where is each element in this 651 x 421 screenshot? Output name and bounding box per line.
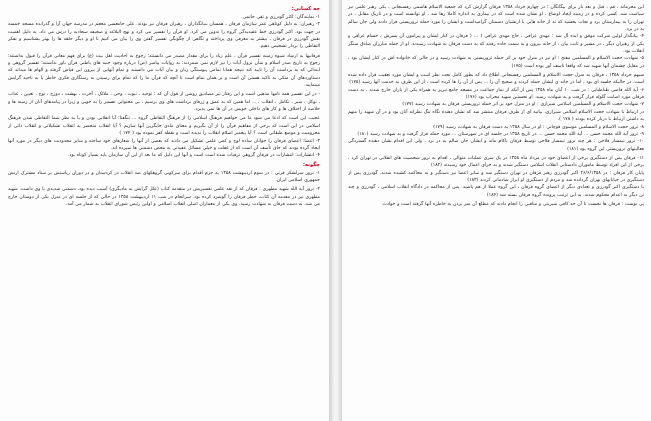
paragraph: عجیب این است که ادعا می شود ما می خواهیم فرهنگ اسلامی را از فرهنگ التقاطی گروه ... تنگفتا؛ آیا انقلابی بودن و یا به نظر شما التقاطی شدن فرهنگ اسلامی در این است که برخی از مفاهیم قرآن را از آن بگیریم و معنای مادی جایگزین آنها سازیم ؟ آیا انقلاب منحصر به انقلاب تشکیلاتی و انقلاب ذاتی از محرومیت و موضع طبقاتی است ؟ آیا پیغمبر اسلام انقلاب را ندیده است و نقطه کفر نموده بود ( ۱۷۴ ) <box>8 116 320 137</box>
paragraph: ۱- نمایندگان: اکثر گودرزی و تقی حاتمی. <box>241 15 320 20</box>
paragraph: ۴- بیانگذار اولین شرکت موفق و ایده آل شد : مهدی عراقی ، حاج مهدی عراقی ( … ( فرقان در کنار ایشان و پیرامون آن پسرش ، حسام عراقی و یکی از رهبران دیگر ، در مسیر و ثابت بیان ، از خانه بیرون و به سمت جاده رفتند که به دست فرقان به شهادت رسیدند. او از جمله مبارزان صادق سنگر انقلاب بود. <box>348 34 644 55</box>
paragraph: ۵- شهادت حجت الاسلام و المسلمین مفتح : او نیز در منزل خود بر اثر حمله تروریستی به شهادت رسید و در حالی که خانواده اش در کنار ایشان بود ، در مقابل چشمان آنها شهید شد که واقعا تاسف آور بوده است (۱۷۵) <box>348 56 644 69</box>
paragraph: - در این تفسیر همه نامها مذهبی است و این رفتار نیز مصادیق روشن از قول آن که : توحید ، نبوت ، وحی ، ملائک ، آخرت ، بهشت ، دوزخ ، نوح ، تعیین ، عذاب ، توکل ، صبر ، تکامل ، انقلاب ، ... اما همین که به عمق و ژرفای برداشت های وی برسیم ، بی محتوایی تفسیر را به خوبی و زیرا در پیامدهای آنان از زمینه ها و خلاصه از اختلاف ها و کار های داخلی خویش در آن ها نمی پذیرد. <box>8 92 320 113</box>
paragraph: ۱۱- فرقان پس از دستگیری برخی از اعضای خود در مرداد ماه ۱۳۵۸ در یک سری عملیات متوالی ، اقدام به ترور شخصیت های انقلابی در تهران کرد ، برخی از این افراد توسط ماموران دادستانی انقلاب اسلامی دستگیر شدند و به جزای اعمال خود رسیدند (۱۸۲) <box>348 155 644 169</box>
paragraph: ۲- ترور آیة الله شهید مطهری : فرقان که از نقد علمی تفسیریش در منقدمه کتاب (علل گرایش به مادیگری) آسیب دیده بود، دشمنی شدیدی با وی داشت. شهید مطهری نیز در مقدمه آن کتاب، خطر فرقان را گوشزد کرده بود. سرانجام در شب ۱۱ اردیبهشت ۱۳۵۸ در حالی که از جلسه ای در منزل یکی از دوستان خارج می شد، به دست فرقان به شهادت رسید. وی یکی از معماران اصلی انقلاب اسلامی و اولین رئیس شورای انقلاب به شمار می آمد. <box>8 187 320 207</box>
paragraph: پایان کار فرقان : در ۲۶/۶/۱۳۵۸ اکبر گودرزی رهبر فرقان در تهران دستگیر شد و سایر اعضا نیز دستگیر و به محاکمه کشیده شدند. گودرزی پس از دستگیری در خیابانهای تهران گردانده شد و مردم از دستگیری او ابراز شادمانی کردند (۱۸۳) <box>348 170 644 183</box>
book-gutter <box>329 0 342 421</box>
paragraph: ۱۰- ترور تیمسار فلاحی : هر چند ترور تیمسار فلاحی توسط فرقان ناکام ماند و ایشان جان سالم به در برد ، ولی این اقدام نشان دهنده گستردگی فعالیتهای تروریستی این گروه بود (۱۸۱) <box>348 139 644 152</box>
paragraph: ۲- رهبران: به دلیل کوتاهی عمر سازمان فرقان ، همسان بنیانگذاران ، رهبران فرقان نیز بودند. علی حامعسی معجم در مدرسه جهان آرا و گذرانده مسجد خمسه در جهت بود. اکبر گودرزی خط عقیدیدگی گروه را تدوین می کرد. او قرآن را تفسیر می کرد و نهج البلاغه و صحیفه سجادیه را درس می داد. به دلیل اهمیت نقش گودرزی در فرقان ، بیشتر به معرفی وی پرداخته و نگاهی از چگونگی تفسیر گفتن وی را بیان می کنیم تا او و دیگر حلقه ها را بهتر بشناسیم و تفکر التقاطی را بردار تشخیص دهیم. <box>8 22 320 50</box>
left-column <box>8 4 320 418</box>
paragraph: شبهم خرداد ۱۳۵۸ ، فرقان به منزل حجت الاسلام و المسلمین رفسنجانی اطلاع داد که بطور کامل تحت نظر است و ایشان مورد تعقیب قرار داده شده است. در حالیکه جلسه ای بود ، اما در خانه ی ایشان حمله کردند و صحیح آن را ... پس از آن را ها کرده است ، از این طرف به خدمت آنها رسید (۱۷۵) <box>348 73 644 86</box>
paragraph: با دستگیری اکبر گودرزی و تعدادی دیگر از اعضای گروه فرقان ، این گروه عملا از هم پاشید. پس از محاکمه در دادگاه انقلاب اسلامی ، گودرزی و چند تن دیگر به اعدام محکوم شدند. به این ترتیب پرونده گروه فرقان بسته شد (۱۸۴) <box>348 185 644 198</box>
right-column <box>348 4 644 418</box>
paragraph: فرقانیها به ارشاد شیوه زمینه تفسیر قرآن ، علم زیاد را برای مقدار مصدر می دانستند؛ رجوع به احادیث اهل بیت (ع) برای فهم معانی قرآن را قبول نداشتند؛ رجوع به تاریخ صدر اسلام و شأن نزول آیات را نیز لازم نمی شمردند؛ به روایات پیامبر (ص) درباره وجود جنبه های باطنی قرآن باور نداشتند؛ تفسیر گروهی و ابتدائی که به برداشت آن را تایید کند نتیجه همانا تمامی پیوستگی زبان و بیان آیات می دانستند و تمام آنهایی از بیرون این قیاس گرفته و الهام ها میداند که دستاوردهای آن متکی به تاکید هستی آن است و بر همان تمام است تا آنچه که قرآن ما را که تمام برای رسیدن به رستگاری فکری خاطر پا به ناحیه گرایش مینمایند. <box>8 53 320 89</box>
paragraph: ۱- ترور سرلشکر قرنی : در سوم اردیبهشت ۱۳۵۸ به جرم اقدام برای سرکوبی گروهکهای ضد انقلاب در کردستان و در دوران ریاستش بر ستاد مشترک ارتش جمهوری اسلامی ایران. <box>8 170 320 183</box>
paragraph: ۸- ترور حجت الاسلام و المسلمین موسوی قوچانی : او در سال ۱۳۵۸ به دست فرقان به شهادت رسید (۱۷۹) <box>433 124 644 130</box>
paragraph: ۹- ترور آیة الله محمد حسن ... آیة الله محمد حسن ... در تاریخ ۱۳۵۸ در جلسه ای در شهرستان ... مورد حمله قرار گرفت و به شهادت رسید (۱۸۰) <box>357 131 644 137</box>
paragraph: ۳- اعضا: اعضای فرقان را جوانان ساده لوح و کمی علمی تشکیل می دادند که بعضی از آنها را شعارهای خود ساخته و سایر محدودیت های دیگر در مورد آنها ایجاد گرده بودند که جای تأسف آن است که از غفلت و خیلی مسائل عقیدتی به محض دشمنی ها سپرده اند. <box>8 138 320 151</box>
paragraph: ۶- آیة الله قاضی طباطبایی : در شب ۱۰ آبان ماه ۱۳۵۸ پس از آنکه از نماز جماعت در مسجد جامع تبریز به همراه یکی از یاران خارج شدند ، به دست فرقان مورد اصابت گلوله قرار گرفت و به شهادت رسید. او نخستین شهید محراب بود (۱۷۶) <box>348 87 644 101</box>
paragraph: این محرمانه ، قم ، قبل و بعد بار برای بیگانگان ؛ در چهارم خرداد ۱۳۵۸ فرقان گزارش کرد که جمعیة الاسلام هاشمی رفسنجانی ، یکی رهبر علمی نیز سیاست شد. کسی کرده و در زمینه ایجاد اوضاع ، او نشان شده است که در بیماری به اندازه کاملا رها شد ، او توانسته است و در تاریک مقابل ، در تهران را به بیمارستان برد و نجات بخشید که نه از خانه هایی با ارتشیان دشمنان گرامیداشت و ایشان را مورد حمله تروریستی قرار دادند ولی جان سالم به در برد. <box>348 5 644 33</box>
section-heading-how: چگونه: <box>302 161 320 168</box>
section-heading-who: چه کسانی: <box>291 6 320 12</box>
paragraph: در ارتباط با شهادت حجت الاسلام اسلامی شیرازی، بیانیه ای از طرف فرقان منتشر شد که نشان دهنده نگاه تنگ نظرانه آنان بود و در آن شهید را متهم به داشتن ارتباط با دربار کرده بودند ( ۱۷۸ ). <box>348 109 644 123</box>
footnote-paragraph: پی نوشت : فرقان ها نخست تا آن حد کافی شیرینی و مناقبی را انجام دادند که مطلع آن سر بردن به خاطره آنها گرفته است و حوادث <box>382 201 644 207</box>
paragraph: ۴- انتشارات: انتشارات در فرقان گروهی ترقیات شده است است و آنها این دلیل که ما بعد از این آن سازمان باید بسیار کوتاه بود. <box>67 153 320 159</box>
paragraph: ۷- شهادت حجت الاسلام و المسلمین اسلامی شیرازی : او در منزل خود بر اثر حمله تروریستی فرقان به شهادت رسید (۱۷۷) <box>402 102 644 108</box>
